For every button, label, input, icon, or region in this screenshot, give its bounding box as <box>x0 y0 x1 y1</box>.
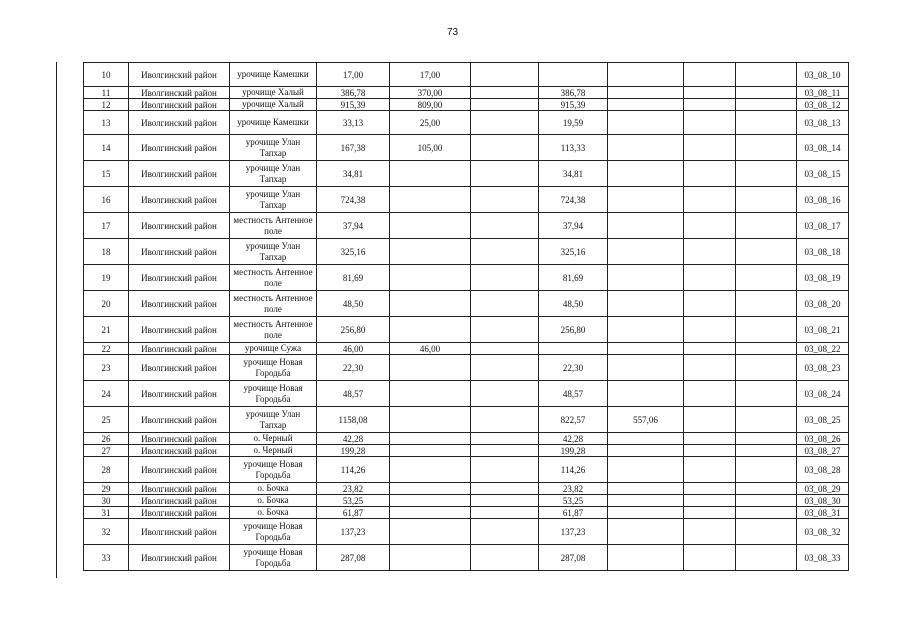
area-col2-cell <box>471 433 539 445</box>
area-total-cell: 42,28 <box>317 433 390 445</box>
table-body <box>84 63 849 571</box>
area-col5-cell <box>684 507 736 519</box>
table-row <box>84 545 849 571</box>
area-col6-cell <box>736 239 797 265</box>
code-cell: 03_08_31 <box>797 507 849 519</box>
area-total-cell: 199,28 <box>317 445 390 457</box>
row-number-cell: 18 <box>84 239 129 265</box>
area-col2-cell <box>471 135 539 161</box>
area-col1-cell: 809,00 <box>390 99 471 111</box>
district-cell: Иволгинский район <box>129 457 230 483</box>
area-col3-cell: 37,94 <box>539 213 608 239</box>
area-total-cell: 23,82 <box>317 483 390 495</box>
area-total-cell: 34,81 <box>317 161 390 187</box>
row-number-cell: 22 <box>84 343 129 355</box>
district-cell: Иволгинский район <box>129 239 230 265</box>
location-cell: о. Черный <box>230 433 317 445</box>
area-col6-cell <box>736 187 797 213</box>
district-cell: Иволгинский район <box>129 483 230 495</box>
location-cell: урочище Улан Тапхар <box>230 407 317 433</box>
area-col5-cell <box>684 407 736 433</box>
table-row <box>84 343 849 355</box>
table-row <box>84 407 849 433</box>
area-col2-cell <box>471 445 539 457</box>
area-col1-cell: 105,00 <box>390 135 471 161</box>
area-total-cell: 167,38 <box>317 135 390 161</box>
code-cell: 03_08_25 <box>797 407 849 433</box>
location-cell: урочище Улан Тапхар <box>230 187 317 213</box>
area-col5-cell <box>684 445 736 457</box>
location-cell: о. Бочка <box>230 507 317 519</box>
area-col1-cell <box>390 407 471 433</box>
registry-table <box>83 62 849 571</box>
area-col5-cell <box>684 111 736 135</box>
code-cell: 03_08_15 <box>797 161 849 187</box>
row-number-cell: 25 <box>84 407 129 433</box>
area-col5-cell <box>684 519 736 545</box>
area-col3-cell: 48,50 <box>539 291 608 317</box>
area-col4-cell <box>608 495 684 507</box>
location-cell: урочище Улан Тапхар <box>230 161 317 187</box>
table-row <box>84 99 849 111</box>
area-total-cell: 256,80 <box>317 317 390 343</box>
district-cell: Иволгинский район <box>129 187 230 213</box>
district-cell: Иволгинский район <box>129 343 230 355</box>
area-col2-cell <box>471 63 539 87</box>
area-col5-cell <box>684 343 736 355</box>
code-cell: 03_08_33 <box>797 545 849 571</box>
area-col4-cell <box>608 433 684 445</box>
area-col5-cell <box>684 433 736 445</box>
area-col5-cell <box>684 87 736 99</box>
area-col6-cell <box>736 495 797 507</box>
table-row <box>84 213 849 239</box>
code-cell: 03_08_10 <box>797 63 849 87</box>
area-col6-cell <box>736 213 797 239</box>
district-cell: Иволгинский район <box>129 111 230 135</box>
table-row <box>84 291 849 317</box>
area-col6-cell <box>736 317 797 343</box>
area-col4-cell <box>608 161 684 187</box>
area-col5-cell <box>684 135 736 161</box>
row-number-cell: 26 <box>84 433 129 445</box>
area-col1-cell <box>390 317 471 343</box>
area-col2-cell <box>471 407 539 433</box>
area-col1-cell <box>390 445 471 457</box>
area-col1-cell: 46,00 <box>390 343 471 355</box>
area-col4-cell <box>608 457 684 483</box>
area-col6-cell <box>736 343 797 355</box>
area-col4-cell <box>608 239 684 265</box>
area-col2-cell <box>471 507 539 519</box>
area-col1-cell <box>390 381 471 407</box>
area-col3-cell: 822,57 <box>539 407 608 433</box>
area-col4-cell <box>608 87 684 99</box>
row-number-cell: 12 <box>84 99 129 111</box>
table-row <box>84 87 849 99</box>
area-col1-cell <box>390 433 471 445</box>
table-row <box>84 317 849 343</box>
district-cell: Иволгинский район <box>129 433 230 445</box>
area-col5-cell <box>684 187 736 213</box>
area-col2-cell <box>471 495 539 507</box>
area-col5-cell <box>684 495 736 507</box>
area-col4-cell <box>608 99 684 111</box>
district-cell: Иволгинский район <box>129 407 230 433</box>
table-row <box>84 135 849 161</box>
area-col6-cell <box>736 265 797 291</box>
code-cell: 03_08_23 <box>797 355 849 381</box>
district-cell: Иволгинский район <box>129 213 230 239</box>
area-col4-cell <box>608 381 684 407</box>
code-cell: 03_08_27 <box>797 445 849 457</box>
area-col1-cell <box>390 495 471 507</box>
area-col6-cell <box>736 445 797 457</box>
table-row <box>84 265 849 291</box>
area-col1-cell <box>390 213 471 239</box>
area-col4-cell <box>608 317 684 343</box>
row-number-cell: 28 <box>84 457 129 483</box>
area-col1-cell <box>390 265 471 291</box>
table-row <box>84 495 849 507</box>
area-col5-cell <box>684 317 736 343</box>
area-col4-cell <box>608 545 684 571</box>
code-cell: 03_08_14 <box>797 135 849 161</box>
district-cell: Иволгинский район <box>129 495 230 507</box>
row-number-cell: 15 <box>84 161 129 187</box>
row-number-cell: 10 <box>84 63 129 87</box>
row-number-cell: 21 <box>84 317 129 343</box>
area-col6-cell <box>736 135 797 161</box>
row-number-cell: 32 <box>84 519 129 545</box>
table-row <box>84 457 849 483</box>
area-total-cell: 724,38 <box>317 187 390 213</box>
area-col4-cell <box>608 291 684 317</box>
row-number-cell: 30 <box>84 495 129 507</box>
area-col3-cell: 48,57 <box>539 381 608 407</box>
area-col3-cell: 22,30 <box>539 355 608 381</box>
area-col4-cell <box>608 63 684 87</box>
location-cell: урочище Улан Тапхар <box>230 135 317 161</box>
code-cell: 03_08_26 <box>797 433 849 445</box>
code-cell: 03_08_30 <box>797 495 849 507</box>
area-col3-cell: 287,08 <box>539 545 608 571</box>
area-col6-cell <box>736 407 797 433</box>
area-col5-cell <box>684 545 736 571</box>
district-cell: Иволгинский район <box>129 99 230 111</box>
area-total-cell: 46,00 <box>317 343 390 355</box>
area-col5-cell <box>684 483 736 495</box>
area-col3-cell: 19,59 <box>539 111 608 135</box>
district-cell: Иволгинский район <box>129 545 230 571</box>
area-col6-cell <box>736 161 797 187</box>
area-col3-cell: 114,26 <box>539 457 608 483</box>
area-col5-cell <box>684 265 736 291</box>
area-col6-cell <box>736 355 797 381</box>
area-col2-cell <box>471 87 539 99</box>
area-col3-cell: 325,16 <box>539 239 608 265</box>
district-cell: Иволгинский район <box>129 317 230 343</box>
location-cell: урочище Новая Городьба <box>230 545 317 571</box>
area-col2-cell <box>471 239 539 265</box>
location-cell: местность Антенное поле <box>230 291 317 317</box>
area-col5-cell <box>684 99 736 111</box>
area-total-cell: 48,57 <box>317 381 390 407</box>
code-cell: 03_08_11 <box>797 87 849 99</box>
area-col6-cell <box>736 545 797 571</box>
table-row <box>84 483 849 495</box>
row-number-cell: 19 <box>84 265 129 291</box>
area-col3-cell: 386,78 <box>539 87 608 99</box>
area-col5-cell <box>684 239 736 265</box>
table-row <box>84 519 849 545</box>
location-cell: урочище Камешки <box>230 111 317 135</box>
area-col4-cell <box>608 355 684 381</box>
area-col3-cell: 23,82 <box>539 483 608 495</box>
area-col2-cell <box>471 99 539 111</box>
code-cell: 03_08_20 <box>797 291 849 317</box>
area-col6-cell <box>736 433 797 445</box>
area-col4-cell <box>608 343 684 355</box>
area-total-cell: 22,30 <box>317 355 390 381</box>
area-col3-cell <box>539 343 608 355</box>
area-col3-cell: 42,28 <box>539 433 608 445</box>
location-cell: урочище Новая Городьба <box>230 381 317 407</box>
area-col4-cell <box>608 507 684 519</box>
area-col4-cell <box>608 519 684 545</box>
area-col3-cell: 915,39 <box>539 99 608 111</box>
page-number: 73 <box>446 27 459 38</box>
district-cell: Иволгинский район <box>129 507 230 519</box>
area-col6-cell <box>736 381 797 407</box>
row-number-cell: 16 <box>84 187 129 213</box>
table-row <box>84 111 849 135</box>
district-cell: Иволгинский район <box>129 355 230 381</box>
area-col6-cell <box>736 483 797 495</box>
location-cell: урочище Новая Городьба <box>230 457 317 483</box>
area-total-cell: 386,78 <box>317 87 390 99</box>
area-total-cell: 325,16 <box>317 239 390 265</box>
area-col2-cell <box>471 213 539 239</box>
row-number-cell: 33 <box>84 545 129 571</box>
row-number-cell: 20 <box>84 291 129 317</box>
area-col6-cell <box>736 507 797 519</box>
code-cell: 03_08_28 <box>797 457 849 483</box>
area-col2-cell <box>471 265 539 291</box>
row-number-cell: 14 <box>84 135 129 161</box>
area-total-cell: 37,94 <box>317 213 390 239</box>
district-cell: Иволгинский район <box>129 381 230 407</box>
area-col6-cell <box>736 87 797 99</box>
area-col1-cell <box>390 457 471 483</box>
code-cell: 03_08_32 <box>797 519 849 545</box>
code-cell: 03_08_16 <box>797 187 849 213</box>
area-col4-cell <box>608 265 684 291</box>
area-col4-cell <box>608 445 684 457</box>
code-cell: 03_08_18 <box>797 239 849 265</box>
area-col2-cell <box>471 161 539 187</box>
row-number-cell: 31 <box>84 507 129 519</box>
area-col1-cell <box>390 519 471 545</box>
area-col6-cell <box>736 457 797 483</box>
location-cell: урочище Камешки <box>230 63 317 87</box>
area-col1-cell <box>390 161 471 187</box>
area-total-cell: 61,87 <box>317 507 390 519</box>
district-cell: Иволгинский район <box>129 445 230 457</box>
code-cell: 03_08_24 <box>797 381 849 407</box>
table-row <box>84 63 849 87</box>
area-col3-cell: 724,38 <box>539 187 608 213</box>
location-cell: местность Антенное поле <box>230 265 317 291</box>
code-cell: 03_08_21 <box>797 317 849 343</box>
area-col6-cell <box>736 99 797 111</box>
area-col3-cell: 81,69 <box>539 265 608 291</box>
area-col1-cell: 17,00 <box>390 63 471 87</box>
row-number-cell: 17 <box>84 213 129 239</box>
area-col3-cell: 199,28 <box>539 445 608 457</box>
location-cell: о. Бочка <box>230 483 317 495</box>
location-cell: местность Антенное поле <box>230 317 317 343</box>
row-number-cell: 23 <box>84 355 129 381</box>
table-row <box>84 381 849 407</box>
area-col3-cell <box>539 63 608 87</box>
district-cell: Иволгинский район <box>129 161 230 187</box>
area-col5-cell <box>684 161 736 187</box>
area-col3-cell: 34,81 <box>539 161 608 187</box>
area-col1-cell <box>390 483 471 495</box>
area-total-cell: 137,23 <box>317 519 390 545</box>
row-number-cell: 29 <box>84 483 129 495</box>
area-col6-cell <box>736 291 797 317</box>
area-col2-cell <box>471 457 539 483</box>
code-cell: 03_08_12 <box>797 99 849 111</box>
area-col4-cell <box>608 483 684 495</box>
table-row <box>84 239 849 265</box>
area-col2-cell <box>471 483 539 495</box>
area-col5-cell <box>684 381 736 407</box>
area-total-cell: 33,13 <box>317 111 390 135</box>
row-number-cell: 11 <box>84 87 129 99</box>
area-col6-cell <box>736 519 797 545</box>
district-cell: Иволгинский район <box>129 265 230 291</box>
location-cell: урочище Халый <box>230 99 317 111</box>
table-row <box>84 433 849 445</box>
table-row <box>84 507 849 519</box>
area-col3-cell: 256,80 <box>539 317 608 343</box>
row-number-cell: 24 <box>84 381 129 407</box>
area-col2-cell <box>471 187 539 213</box>
district-cell: Иволгинский район <box>129 135 230 161</box>
area-total-cell: 1158,08 <box>317 407 390 433</box>
area-total-cell: 53,25 <box>317 495 390 507</box>
area-col2-cell <box>471 111 539 135</box>
area-col1-cell <box>390 507 471 519</box>
code-cell: 03_08_22 <box>797 343 849 355</box>
area-col4-cell <box>608 187 684 213</box>
area-col1-cell <box>390 239 471 265</box>
area-col5-cell <box>684 355 736 381</box>
area-col2-cell <box>471 545 539 571</box>
area-col5-cell <box>684 457 736 483</box>
location-cell: местность Антенное поле <box>230 213 317 239</box>
table-row <box>84 355 849 381</box>
area-col1-cell: 370,00 <box>390 87 471 99</box>
area-col1-cell: 25,00 <box>390 111 471 135</box>
area-col5-cell <box>684 213 736 239</box>
area-total-cell: 114,26 <box>317 457 390 483</box>
location-cell: урочище Сужа <box>230 343 317 355</box>
area-col3-cell: 61,87 <box>539 507 608 519</box>
area-col1-cell <box>390 291 471 317</box>
code-cell: 03_08_19 <box>797 265 849 291</box>
location-cell: урочище Новая Городьба <box>230 355 317 381</box>
area-col1-cell <box>390 355 471 381</box>
table-row <box>84 187 849 213</box>
area-col1-cell <box>390 545 471 571</box>
area-col4-cell: 557,06 <box>608 407 684 433</box>
code-cell: 03_08_17 <box>797 213 849 239</box>
row-number-cell: 27 <box>84 445 129 457</box>
area-col4-cell <box>608 213 684 239</box>
district-cell: Иволгинский район <box>129 63 230 87</box>
area-total-cell: 48,50 <box>317 291 390 317</box>
margin-line <box>56 62 57 578</box>
area-col6-cell <box>736 63 797 87</box>
area-col4-cell <box>608 111 684 135</box>
area-col2-cell <box>471 317 539 343</box>
area-col2-cell <box>471 519 539 545</box>
code-cell: 03_08_29 <box>797 483 849 495</box>
location-cell: урочище Новая Городьба <box>230 519 317 545</box>
district-cell: Иволгинский район <box>129 519 230 545</box>
area-col2-cell <box>471 381 539 407</box>
area-col6-cell <box>736 111 797 135</box>
area-total-cell: 287,08 <box>317 545 390 571</box>
location-cell: урочище Улан Тапхар <box>230 239 317 265</box>
district-cell: Иволгинский район <box>129 87 230 99</box>
location-cell: урочище Халый <box>230 87 317 99</box>
area-total-cell: 81,69 <box>317 265 390 291</box>
area-total-cell: 915,39 <box>317 99 390 111</box>
area-col1-cell <box>390 187 471 213</box>
area-col5-cell <box>684 291 736 317</box>
row-number-cell: 13 <box>84 111 129 135</box>
location-cell: о. Бочка <box>230 495 317 507</box>
area-col2-cell <box>471 355 539 381</box>
table-row <box>84 161 849 187</box>
area-total-cell: 17,00 <box>317 63 390 87</box>
table-row <box>84 445 849 457</box>
area-col5-cell <box>684 63 736 87</box>
area-col3-cell: 53,25 <box>539 495 608 507</box>
area-col2-cell <box>471 343 539 355</box>
area-col4-cell <box>608 135 684 161</box>
district-cell: Иволгинский район <box>129 291 230 317</box>
area-col3-cell: 113,33 <box>539 135 608 161</box>
location-cell: о. Черный <box>230 445 317 457</box>
area-col2-cell <box>471 291 539 317</box>
area-col3-cell: 137,23 <box>539 519 608 545</box>
code-cell: 03_08_13 <box>797 111 849 135</box>
